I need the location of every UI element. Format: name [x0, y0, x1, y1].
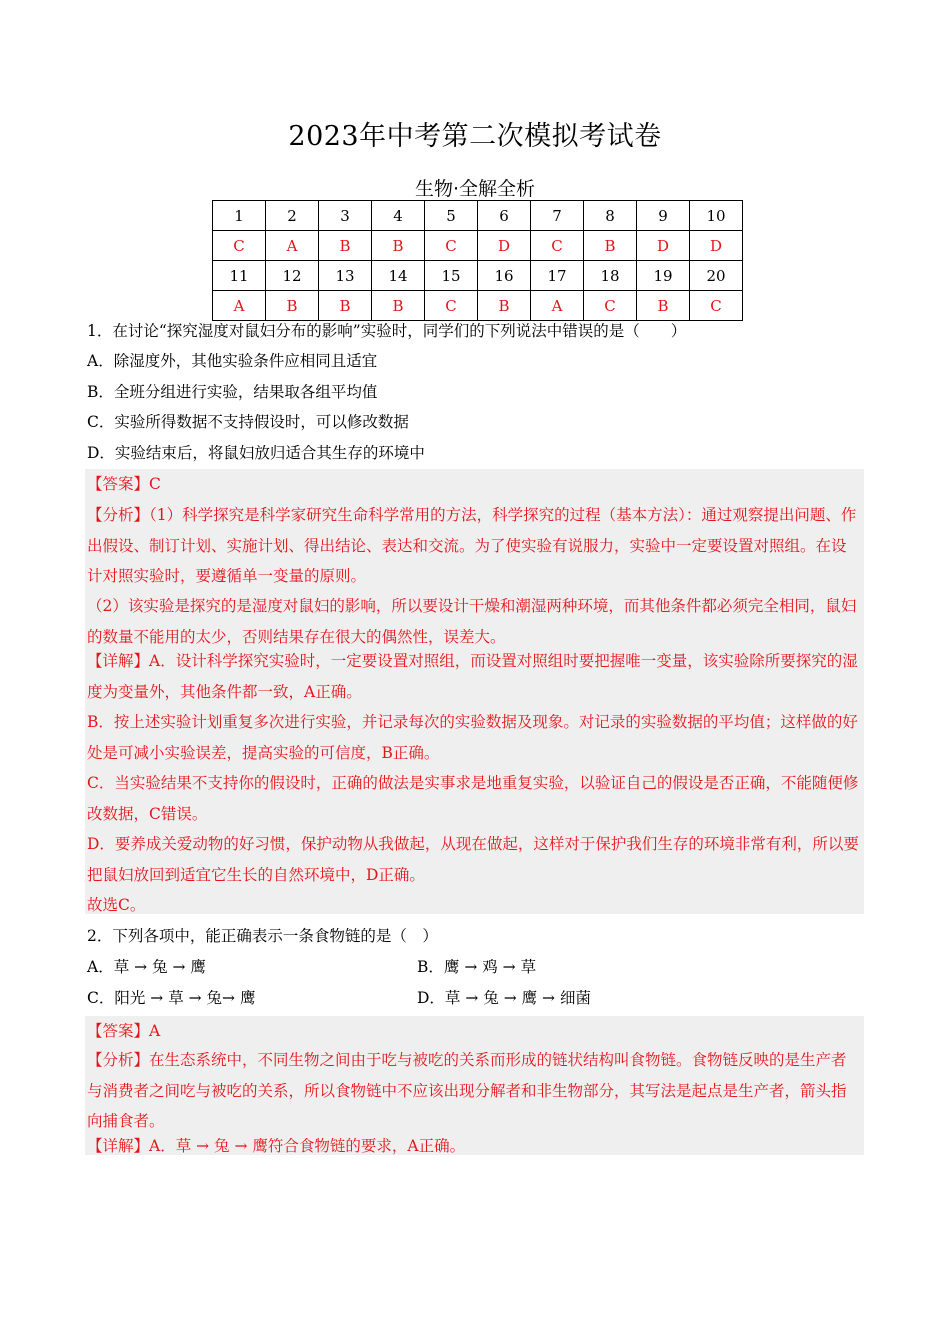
answer-table-row-numbers-2 [213, 261, 743, 291]
q2-analysis: 【分析】在生态系统中，不同生物之间由于吃与被吃的关系而形成的链状结构叫食物链。食物链反映的是生产者与消费者之间吃与被吃的关系，所以食物链中不应该出现分解者和非生物部分，其写法是起点是生产者，箭头指向捕食者。 [87, 1051, 847, 1130]
table-cell: 4 [372, 201, 425, 231]
answer-cell: C [425, 291, 478, 321]
table-cell: 17 [531, 261, 584, 291]
table-cell: 5 [425, 201, 478, 231]
table-cell: 19 [637, 261, 690, 291]
table-cell: 15 [425, 261, 478, 291]
answer-table-row-answers-1 [213, 231, 743, 261]
q1-analysis-1: 【分析】（1）科学探究是科学家研究生命科学常用的方法，科学探究的过程（基本方法）：通过观察提出问题、作出假设、制订计划、实施计划、得出结论、表达和交流。为了使实验有说服力，实验中一定要设置对照组。在设计对照实验时，要遵循单一变量的原则。 [87, 506, 857, 585]
page-title: 2023年中考第二次模拟考试卷 [288, 121, 662, 152]
q1-detail-c: C．当实验结果不支持你的假设时，正确的做法是实事求是地重复实验，以验证自己的假设是否正确，不能随便修改数据，C错误。 [87, 774, 859, 823]
answer-cell: B [372, 231, 425, 261]
table-cell: 10 [690, 201, 743, 231]
answer-cell: B [319, 291, 372, 321]
answer-table-row-numbers-1 [213, 201, 743, 231]
q1-option-c: C．实验所得数据不支持假设时，可以修改数据 [87, 413, 409, 431]
answer-cell: C [584, 291, 637, 321]
table-cell: 7 [531, 201, 584, 231]
answer-cell: C [213, 231, 266, 261]
answer-cell: B [637, 291, 690, 321]
answer-cell: C [690, 291, 743, 321]
page-subtitle: 生物·全解全析 [414, 178, 536, 200]
table-cell: 8 [584, 201, 637, 231]
table-cell: 12 [266, 261, 319, 291]
q2-option-c: C．阳光 → 草 → 兔→ 鹰 [87, 989, 256, 1007]
q2-stem: 2．下列各项中，能正确表示一条食物链的是（ ） [87, 927, 438, 945]
q2-option-d: D．草 → 兔 → 鹰 → 细菌 [417, 989, 591, 1007]
answer-cell: B [478, 291, 531, 321]
answer-cell: B [372, 291, 425, 321]
table-cell: 2 [266, 201, 319, 231]
q1-answer: 【答案】C [87, 475, 161, 493]
q2-detail: 【详解】A．草 → 兔 → 鹰符合食物链的要求，A正确。 [87, 1137, 466, 1155]
answer-cell: A [266, 231, 319, 261]
q1-option-b: B．全班分组进行实验，结果取各组平均值 [87, 383, 378, 401]
answer-table-row-answers-2 [213, 291, 743, 321]
answer-cell: A [531, 291, 584, 321]
q1-option-d: D．实验结束后，将鼠妇放归适合其生存的环境中 [87, 444, 425, 462]
table-cell: 1 [213, 201, 266, 231]
table-cell: 13 [319, 261, 372, 291]
q2-option-a: A．草 → 兔 → 鹰 [87, 958, 206, 976]
q1-detail-a: 【详解】A．设计科学探究实验时，一定要设置对照组，而设置对照组时要把握唯一变量，该实验除所要探究的湿度为变量外，其他条件都一致，A正确。 [87, 652, 858, 701]
q2-option-b: B．鹰 → 鸡 → 草 [417, 958, 537, 976]
answer-cell: C [531, 231, 584, 261]
table-cell: 20 [690, 261, 743, 291]
q1-conclusion: 故选C。 [87, 896, 146, 914]
answer-cell: B [319, 231, 372, 261]
q1-option-a: A．除湿度外，其他实验条件应相同且适宜 [87, 352, 378, 370]
answer-cell: C [425, 231, 478, 261]
answer-cell: D [478, 231, 531, 261]
table-cell: 3 [319, 201, 372, 231]
q1-stem: 1．在讨论“探究湿度对鼠妇分布的影响”实验时，同学们的下列说法中错误的是（ ） [87, 322, 687, 340]
answer-cell: B [584, 231, 637, 261]
answer-cell: A [213, 291, 266, 321]
q1-detail-d: D．要养成关爱动物的好习惯，保护动物从我做起，从现在做起，这样对于保护我们生存的环境非常有利，所以要把鼠妇放回到适宜它生长的自然环境中，D正确。 [87, 835, 859, 884]
q1-detail-b: B．按上述实验计划重复多次进行实验，并记录每次的实验数据及现象。对记录的实验数据的平均值；这样做的好处是可减小实验误差，提高实验的可信度，B正确。 [87, 713, 858, 762]
q2-answer: 【答案】A [87, 1022, 161, 1040]
table-cell: 16 [478, 261, 531, 291]
answer-cell: D [690, 231, 743, 261]
answer-cell: D [637, 231, 690, 261]
table-cell: 9 [637, 201, 690, 231]
q1-analysis-2: （2）该实验是探究的是湿度对鼠妇的影响，所以要设计干燥和潮湿两种环境，而其他条件都必须完全相同，鼠妇的数量不能用的太少，否则结果存在很大的偶然性，误差大。 [87, 597, 857, 646]
answer-table [212, 200, 743, 321]
table-cell: 6 [478, 201, 531, 231]
table-cell: 14 [372, 261, 425, 291]
table-cell: 11 [213, 261, 266, 291]
table-cell: 18 [584, 261, 637, 291]
answer-cell: B [266, 291, 319, 321]
